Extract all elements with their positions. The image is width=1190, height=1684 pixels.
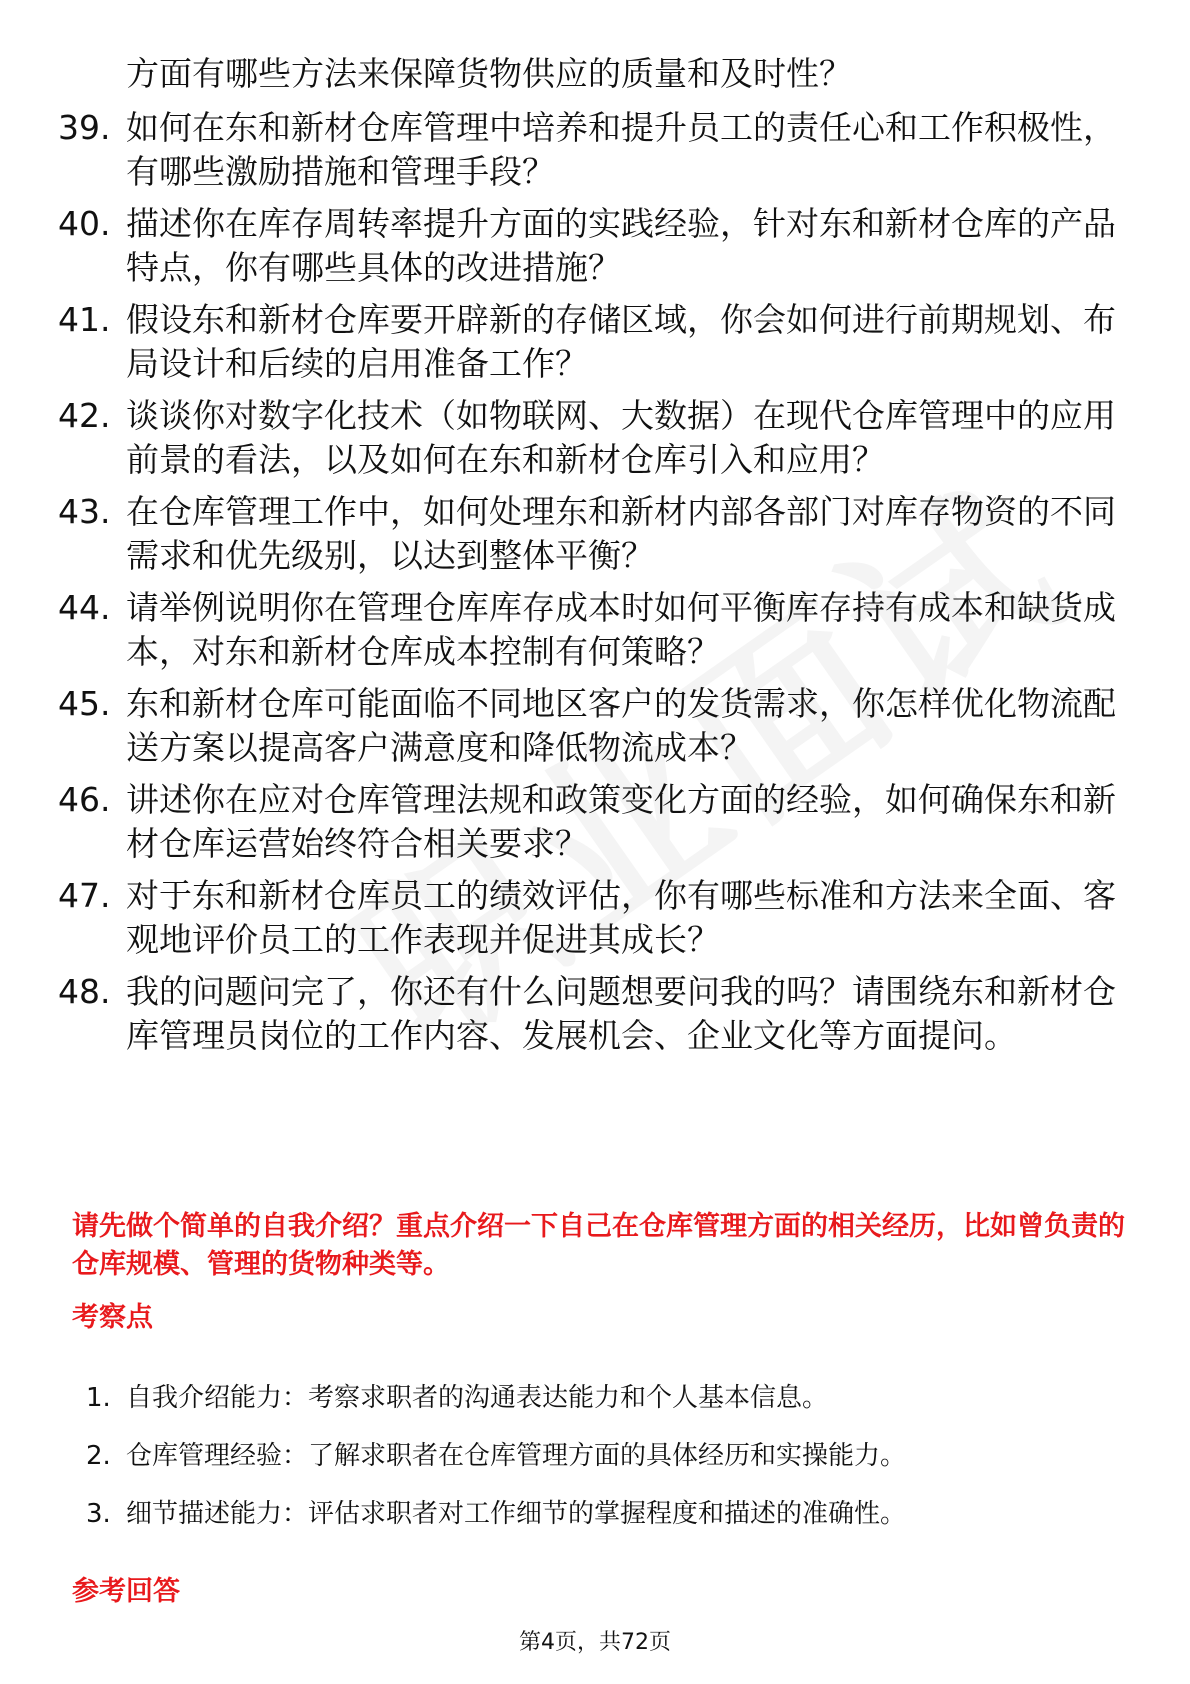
question-number: 40.: [58, 204, 111, 243]
question-text: 描述你在库存周转率提升方面的实践经验，针对东和新材仓库的产品特点，你有哪些具体的改进措施？: [126, 204, 1116, 287]
list-item: [58, 778, 1118, 866]
list-item: [86, 1496, 1126, 1532]
question-text: 假设东和新材仓库要开辟新的存储区域，你会如何进行前期规划、布局设计和后续的启用准备工作？: [126, 300, 1116, 383]
question-continuation: 方面有哪些方法来保障货物供应的质量和及时性？: [126, 54, 852, 93]
answer-heading: 参考回答: [72, 1576, 180, 1607]
question-text: 如何在东和新材仓库管理中培养和提升员工的责任心和工作积极性，有哪些激励措施和管理手段？: [126, 108, 1116, 191]
list-item: [58, 298, 1118, 386]
question-text: 在仓库管理工作中，如何处理东和新材内部各部门对库存物资的不同需求和优先级别，以达到整体平衡？: [126, 492, 1116, 575]
list-item: [58, 202, 1118, 290]
question-text: 请举例说明你在管理仓库库存成本时如何平衡库存持有成本和缺货成本，对东和新材仓库成本控制有何策略？: [126, 588, 1116, 671]
question-number: 47.: [58, 876, 111, 915]
point-number: 2.: [86, 1441, 111, 1471]
question-text: 对于东和新材仓库员工的绩效评估，你有哪些标准和方法来全面、客观地评价员工的工作表现并促进其成长？: [126, 876, 1116, 959]
list-item: [58, 106, 1118, 194]
question-number: 46.: [58, 780, 111, 819]
point-text: 自我介绍能力：考察求职者的沟通表达能力和个人基本信息。: [126, 1383, 829, 1413]
point-number: 3.: [86, 1499, 111, 1529]
question-text: 我的问题问完了，你还有什么问题想要问我的吗？请围绕东和新材仓库管理员岗位的工作内容、发展机会、企业文化等方面提问。: [126, 972, 1116, 1055]
list-item: [58, 490, 1118, 578]
question-number: 48.: [58, 972, 111, 1011]
question-number: 45.: [58, 684, 111, 723]
question-number: 39.: [58, 108, 111, 147]
question-number: 43.: [58, 492, 111, 531]
list-item: [58, 586, 1118, 674]
list-item: [58, 874, 1118, 962]
list-item: [58, 394, 1118, 482]
page-footer: 第4页，共72页: [519, 1630, 671, 1655]
question-text: 谈谈你对数字化技术（如物联网、大数据）在现代仓库管理中的应用前景的看法，以及如何在东和新材仓库引入和应用？: [126, 396, 1116, 479]
point-text: 细节描述能力：评估求职者对工作细节的掌握程度和描述的准确性。: [126, 1499, 907, 1529]
point-number: 1.: [86, 1383, 111, 1413]
list-item: [58, 970, 1118, 1058]
question-number: 42.: [58, 396, 111, 435]
kaocha-heading: 考察点: [72, 1302, 153, 1333]
question-text: 东和新材仓库可能面临不同地区客户的发货需求，你怎样优化物流配送方案以提高客户满意度和降低物流成本？: [126, 684, 1116, 767]
question-text: 讲述你在应对仓库管理法规和政策变化方面的经验，如何确保东和新材仓库运营始终符合相关要求？: [126, 780, 1116, 863]
question-number: 44.: [58, 588, 111, 627]
intro-question: 请先做个简单的自我介绍？重点介绍一下自己在仓库管理方面的相关经历，比如曾负责的仓库规模、管理的货物种类等。: [72, 1211, 1125, 1280]
list-item: [86, 1438, 1126, 1474]
question-number: 41.: [58, 300, 111, 339]
list-item: [58, 682, 1118, 770]
point-text: 仓库管理经验：了解求职者在仓库管理方面的具体经历和实操能力。: [126, 1441, 907, 1471]
list-item: [86, 1380, 1126, 1416]
